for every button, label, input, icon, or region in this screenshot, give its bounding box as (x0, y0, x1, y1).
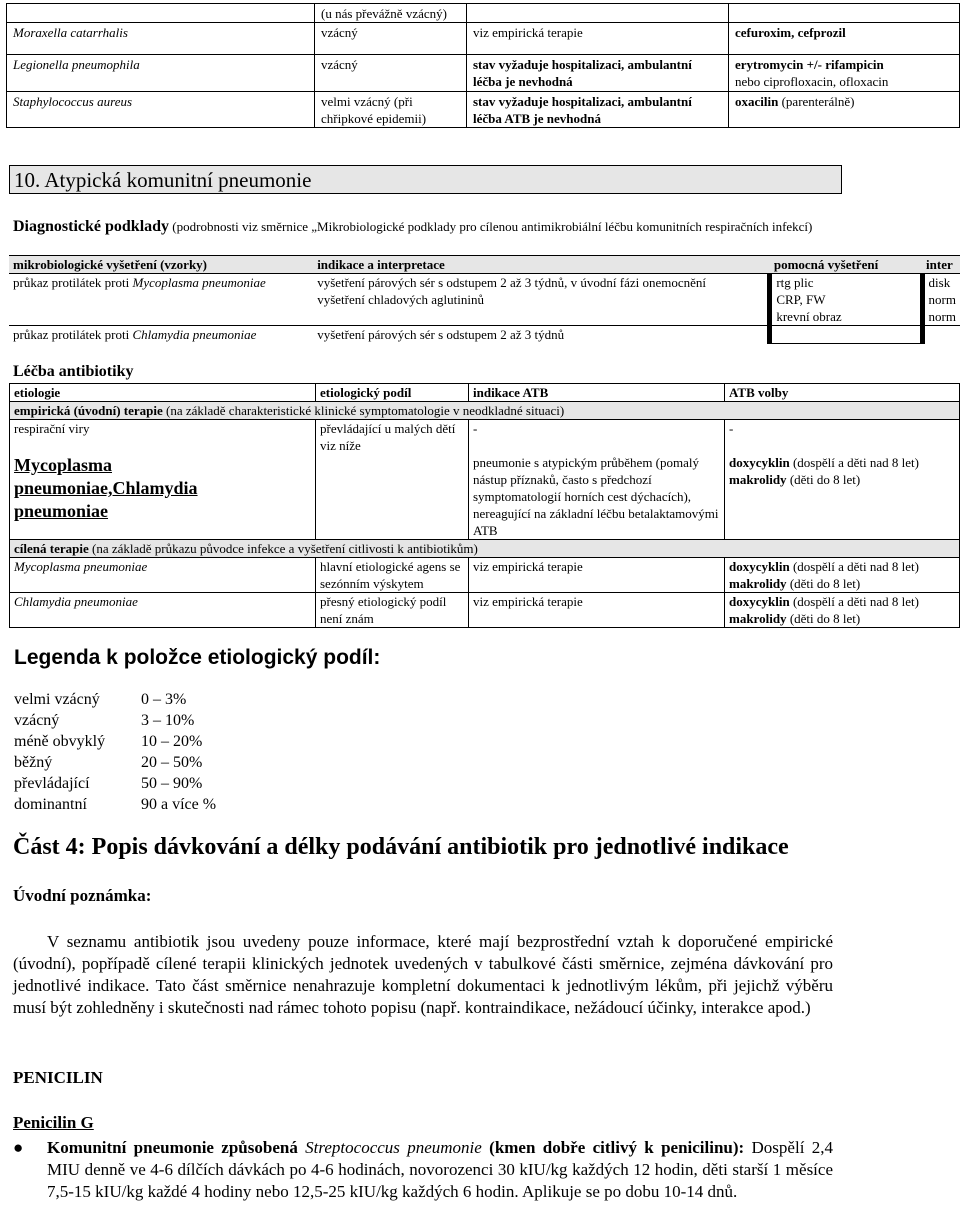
column-header: pomocná vyšetření (770, 256, 922, 274)
table-cell: průkaz protilátek proti Chlamydia pneumoniae (13, 327, 257, 342)
table-cell: doxycyklin (dospělí a děti nad 8 let) makrolidy (děti do 8 let) (725, 593, 960, 628)
table-cell: hlavní etiologické agens se sezónním výskytem (316, 558, 469, 593)
table-cell: respirační viry Mycoplasma pneumoniae,Chlamydia pneumoniae (10, 420, 316, 540)
table-cell: velmi vzácný (při chřipkové epidemii) (315, 92, 467, 128)
list-item: velmi vzácný 0 – 3% (14, 691, 187, 708)
table-cell: průkaz protilátek proti Mycoplasma pneumoniae (9, 274, 313, 326)
table-cell: rtg plic CRP, FW krevní obraz (770, 274, 922, 326)
table-row (10, 558, 960, 593)
column-header: etiologie (10, 384, 316, 402)
intro-title: Úvodní poznámka: (13, 886, 152, 905)
part-title: Část 4: Popis dávkování a délky podávání antibiotik pro jednotlivé indikace (13, 834, 789, 860)
table-cell: vyšetření párových sér s odstupem 2 až 3 týdnů (313, 326, 770, 344)
diagnostic-text: (podrobnosti viz směrnice „Mikrobiologické podklady pro cílenou antimikrobiální léčbu komunitních respiračních infekcí) (169, 219, 813, 234)
column-header: inter (922, 256, 960, 274)
group-label: empirická (úvodní) terapie (na základě charakteristické klinické symptomatologie v neodkladné situaci) (10, 402, 960, 420)
group-label: cílená terapie (na základě průkazu původce infekce a vyšetření citlivosti k antibiotikům) (10, 540, 960, 558)
group-row (10, 402, 960, 420)
treatment-title: Léčba antibiotiky (13, 363, 134, 380)
pathogen-table (6, 3, 960, 128)
column-header: ATB volby (725, 384, 960, 402)
table-cell: - doxycyklin (dospělí a děti nad 8 let) makrolidy (děti do 8 let) (725, 420, 960, 540)
column-header: indikace ATB (469, 384, 725, 402)
table-row (9, 326, 960, 344)
group-row (10, 540, 960, 558)
bullet-icon: ● (13, 1138, 24, 1157)
table-cell: doxycyklin (dospělí a děti nad 8 let) makrolidy (děti do 8 let) (725, 558, 960, 593)
table-cell: oxacilin (parenterálně) (729, 92, 960, 128)
penicilin-heading: PENICILIN (13, 1068, 103, 1087)
table-cell: stav vyžaduje hospitalizaci, ambulantní léčba ATB je nevhodná (467, 92, 729, 128)
intro-paragraph: V seznamu antibiotik jsou uvedeny pouze informace, které mají bezprostřední vztah k doporučené empirické (úvodní), popřípadě cílené terapii klinických jednotek uvedených v tabulkové části směrnice, zejména dávkování pro jednotlivé indikace. Tato část směrnice nenahrazuje kompletní dokumentaci k jednotlivým lékům, při jejichž výběru musí být zohledněny i skutečnosti nad rámec tohoto popisu (např. kontraindikace, nežádoucí účinky, interakce apod.) (13, 932, 833, 1017)
list-item: převládající 50 – 90% (14, 775, 203, 792)
table-header-row (10, 384, 960, 402)
treatment-table (9, 383, 960, 628)
table-cell: Mycoplasma pneumoniae (10, 558, 316, 593)
diagnostic-table (9, 255, 960, 344)
table-cell: Staphylococcus aureus (7, 92, 315, 128)
legend-title: Legenda k položce etiologický podíl: (14, 646, 381, 669)
legend-list (14, 689, 216, 815)
column-header: indikace a interpretace (313, 256, 770, 274)
penicilin-g-heading: Penicilin G (13, 1113, 94, 1132)
table-row (7, 92, 960, 128)
table-cell: Legionella pneumophila (7, 55, 315, 92)
table-row (7, 55, 960, 92)
list-item: méně obvyklý 10 – 20% (14, 733, 203, 750)
table-cell: stav vyžaduje hospitalizaci, ambulantní léčba je nevhodná (467, 55, 729, 92)
table-cell: vzácný (315, 55, 467, 92)
table-cell: přesný etiologický podíl není znám (316, 593, 469, 628)
table-cell: viz empirická terapie (469, 558, 725, 593)
table-cell: Chlamydia pneumoniae (10, 593, 316, 628)
diagnostic-title: Diagnostické podklady (13, 218, 170, 235)
diagnostic-paragraph (13, 219, 843, 235)
table-cell: vzácný (315, 23, 467, 55)
column-header: etiologický podíl (316, 384, 469, 402)
list-item: vzácný 3 – 10% (14, 712, 195, 729)
table-cell: vyšetření párových sér s odstupem 2 až 3 týdnů, v úvodní fázi onemocnění vyšetření chladových aglutininů (313, 274, 770, 326)
table-row (10, 420, 960, 540)
table-cell: převládající u malých dětí viz níže (316, 420, 469, 540)
table-cell: disk norm norm (922, 274, 960, 326)
table-cell: viz empirická terapie (467, 23, 729, 55)
table-row (10, 593, 960, 628)
table-row (7, 4, 960, 23)
table-cell: (u nás převážně vzácný) (315, 4, 467, 23)
table-row (9, 274, 960, 326)
table-cell: Moraxella catarrhalis (7, 23, 315, 55)
list-item: běžný 20 – 50% (14, 754, 203, 771)
list-item: dominantní 90 a více % (14, 796, 217, 813)
table-row (7, 23, 960, 55)
section-heading: 10. Atypická komunitní pneumonie (9, 165, 842, 194)
table-cell: cefuroxim, cefprozil (729, 23, 960, 55)
table-cell: - pneumonie s atypickým průběhem (pomalý nástup příznaků, často s předchozí symptomatologií horních cest dýchacích), nereagující na základní léčbu betalaktamovými ATB (469, 420, 725, 540)
table-header-row (9, 256, 960, 274)
table-cell: erytromycin +/- rifampicin nebo ciprofloxacin, ofloxacin (729, 55, 960, 92)
column-header: mikrobiologické vyšetření (vzorky) (9, 256, 313, 274)
table-cell: viz empirická terapie (469, 593, 725, 628)
bullet-item: ● Komunitní pneumonie způsobená Streptococcus pneumonie (kmen dobře citlivý k penicilinu): Dospělí 2,4 MIU denně ve 4-6 dílčích dávkách po 4-6 hodinách, novorozenci 30 kIU/kg každých 12 hodin, děti starší 1 měsíce 7,5-15 kIU/kg každé 4 hodiny nebo 12,5-25 kIU/kg každých 6 hodin. Aplikuje se po dobu 10-14 dnů. (13, 1138, 833, 1201)
